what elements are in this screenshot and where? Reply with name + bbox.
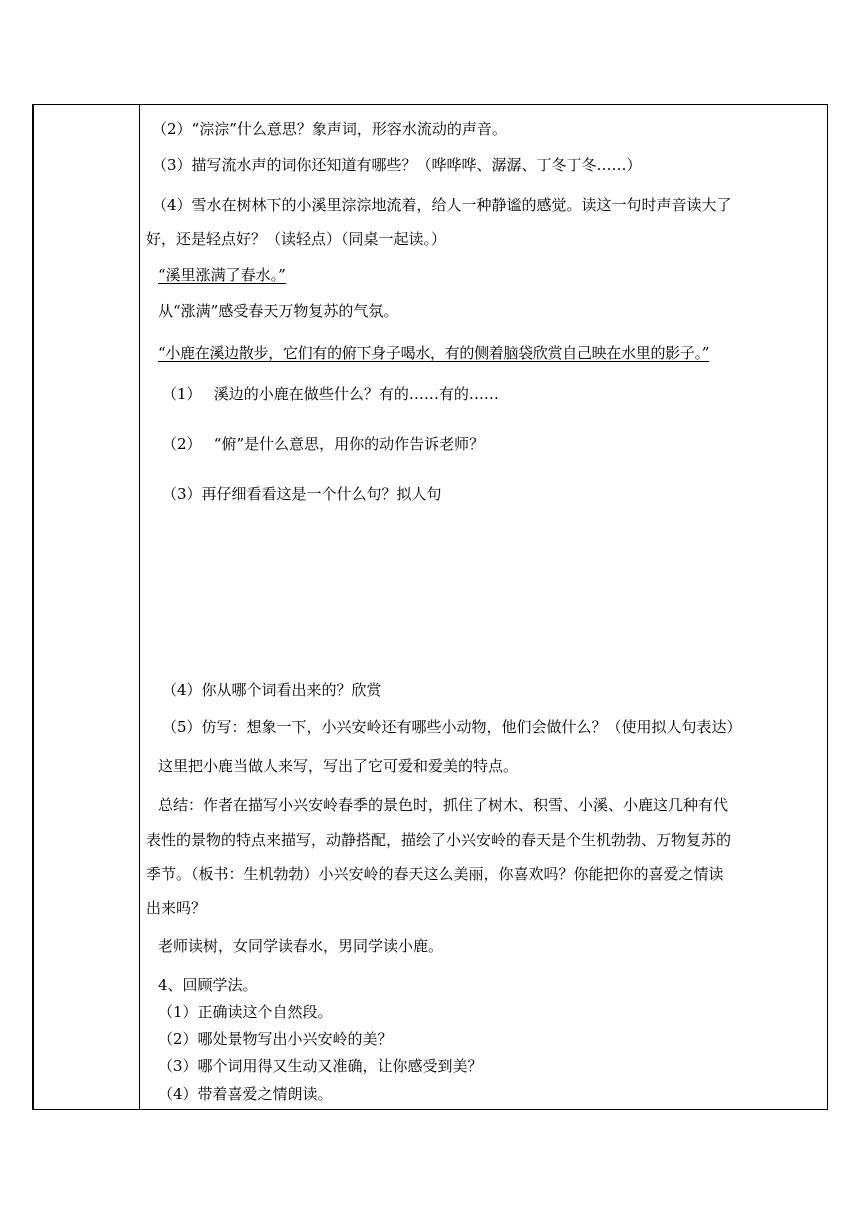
review-item-3: （3）哪个词用得又生动又准确，让你感受到美？ xyxy=(158,1057,483,1075)
deer-question-5: （5）仿写：想象一下，小兴安岭还有哪些小动物，他们会做什么？（使用拟人句表达） xyxy=(162,718,742,736)
deer-summary: 这里把小鹿当做人来写，写出了它可爱和爱美的特点。 xyxy=(158,757,519,775)
review-heading: 4、回顾学法。 xyxy=(158,976,258,994)
review-item-1: （1）正确读这个自然段。 xyxy=(158,1003,333,1021)
question-4-line-cont: 好，还是轻点好？（读轻点）（同桌一起读。） xyxy=(146,230,447,248)
deer-question-2: （2） “俯”是什么意思，用你的动作告诉老师？ xyxy=(162,435,485,453)
reading-assignment: 老师读树，女同学读春水，男同学读小鹿。 xyxy=(158,937,444,955)
quote-creek-line: “溪里涨满了春水。” xyxy=(158,266,286,284)
deer-question-4: （4）你从哪个词看出来的？欣赏 xyxy=(162,681,382,699)
question-3-line: （3）描写流水声的词你还知道有哪些？（哗哗哗、潺潺、丁冬丁冬……） xyxy=(152,156,642,174)
quote-deer-line: “小鹿在溪边散步，它们有的俯下身子喝水，有的侧着脑袋欣赏自己映在水里的影子。” xyxy=(158,344,710,362)
review-item-2: （2）哪处景物写出小兴安岭的美？ xyxy=(158,1030,393,1048)
summary-line-4: 出来吗？ xyxy=(146,899,207,917)
review-item-4: （4）带着喜爱之情朗读。 xyxy=(158,1085,333,1103)
summary-line-1: 总结：作者在描写小兴安岭春季的景色时，抓住了树木、积雪、小溪、小鹿这几种有代 xyxy=(158,796,729,814)
question-2-line: （2）“淙淙”什么意思？象声词，形容水流动的声音。 xyxy=(152,120,507,138)
column-divider xyxy=(139,104,140,1110)
question-4-line: （4）雪水在树林下的小溪里淙淙地流着，给人一种静谧的感觉。读这一句时声音读大了 xyxy=(152,196,732,214)
lesson-table xyxy=(32,104,828,1110)
deer-question-1: （1） 溪边的小鹿在做些什么？有的……有的…… xyxy=(162,385,499,403)
zhangman-note: 从“涨满”感受春天万物复苏的气氛。 xyxy=(158,302,399,320)
summary-line-3: 季节。（板书：生机勃勃）小兴安岭的春天这么美丽，你喜欢吗？你能把你的喜爱之情读 xyxy=(146,865,724,883)
deer-question-3: （3）再仔细看看这是一个什么句？拟人句 xyxy=(162,485,442,503)
summary-line-2: 表性的景物的特点来描写，动静搭配，描绘了小兴安岭的春天是个生机勃勃、万物复苏的 xyxy=(146,831,732,849)
